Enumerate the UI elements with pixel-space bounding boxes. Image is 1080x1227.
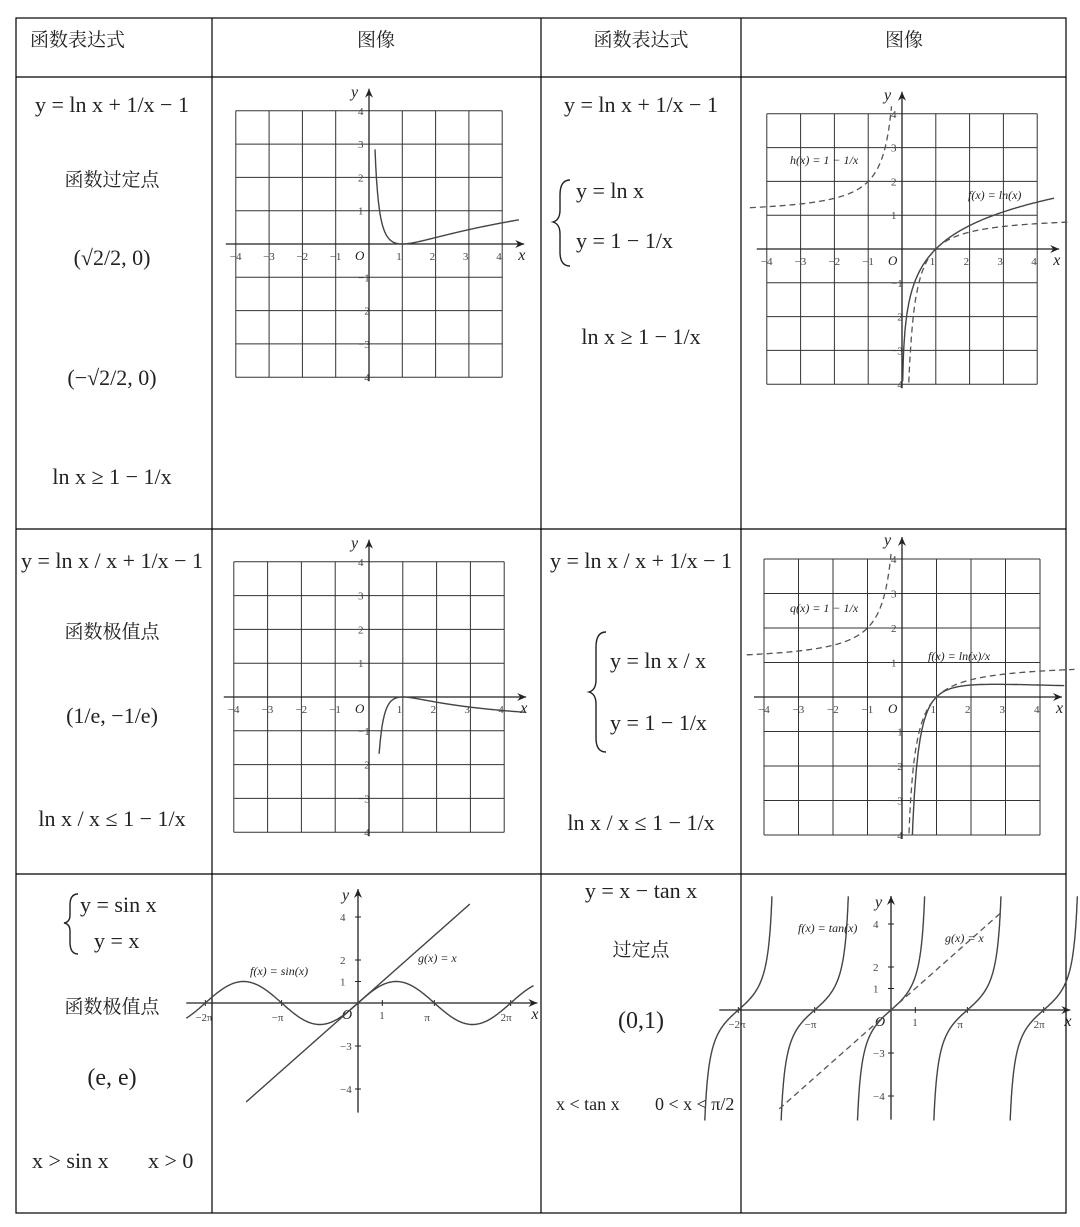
row3-right-inequality-b: 0 < x < π/2 xyxy=(655,1094,735,1114)
x-tick-label: −1 xyxy=(861,704,874,716)
row3-right-inequality-a: x < tan x xyxy=(556,1094,620,1114)
row1-right-formula: y = ln x + 1/x − 1 xyxy=(564,92,718,117)
x-tick-label: −3 xyxy=(794,256,807,268)
y-tick-label: −3 xyxy=(340,1041,352,1053)
row1-left-inequality: ln x ≥ 1 − 1/x xyxy=(52,464,172,489)
row3-left-expr xyxy=(32,892,193,1173)
origin-label: O xyxy=(355,248,365,263)
x-tick-label: −1 xyxy=(329,251,342,263)
x-tick-label: 2 xyxy=(430,704,437,716)
origin-label: O xyxy=(888,253,898,268)
x-tick-label: 3 xyxy=(999,704,1005,716)
y-tick-label: 4 xyxy=(873,919,879,931)
y-tick-label: −2 xyxy=(358,759,370,772)
x-tick-label: 3 xyxy=(464,704,470,716)
y-axis-label: y xyxy=(875,893,883,911)
x-tick-label: 2 xyxy=(429,251,436,263)
x-tick-label: −3 xyxy=(792,704,805,716)
row2-right-formula: y = ln x / x + 1/x − 1 xyxy=(549,548,733,573)
label-f-row3-right: f(x) = tan(x) xyxy=(798,921,858,935)
curve-ln xyxy=(903,198,1054,381)
row1-left-formula: y = ln x + 1/x − 1 xyxy=(35,92,189,117)
y-tick-label: −3 xyxy=(873,1048,885,1060)
y-tick-label: −4 xyxy=(340,1084,352,1096)
row3-left-inequality-a: x > sin x xyxy=(32,1148,109,1173)
label-f-row1: f(x) = ln(x) xyxy=(968,188,1022,202)
row2-right-expr xyxy=(550,548,732,835)
x-tick-label: 1 xyxy=(379,1010,385,1022)
x-axis-label: x xyxy=(1064,1013,1072,1030)
y-tick-label: 3 xyxy=(358,590,364,603)
y-tick-label: −4 xyxy=(873,1091,885,1103)
x-tick-label: 1 xyxy=(912,1017,918,1029)
x-tick-label: −1 xyxy=(862,256,874,268)
row3-right-formula: y = x − tan x xyxy=(584,878,698,903)
y-tick-label: −1 xyxy=(891,726,903,739)
x-tick-label: 2 xyxy=(965,704,971,716)
y-tick-label: 4 xyxy=(358,105,364,118)
y-tick-label: 3 xyxy=(891,588,897,601)
y-axis-label: y xyxy=(342,886,350,904)
x-tick-label: −2 xyxy=(296,251,309,263)
x-tick-label: 4 xyxy=(1034,704,1040,716)
x-tick-label: 1 xyxy=(930,704,936,716)
y-tick-label: −3 xyxy=(358,793,370,806)
x-axis-label: x xyxy=(531,1006,539,1023)
y-tick-label: −4 xyxy=(358,827,370,840)
x-tick-label: −π xyxy=(804,1019,817,1031)
x-tick-label: −4 xyxy=(758,704,770,716)
graph-row1-right xyxy=(750,87,1071,391)
row1-right-system-2: y = 1 − 1/x xyxy=(576,228,673,253)
y-tick-label: 1 xyxy=(891,657,897,670)
x-tick-label: −3 xyxy=(261,704,274,716)
y-tick-label: 1 xyxy=(358,205,364,218)
header-expr-1: 函数表达式 xyxy=(30,29,126,51)
row2-right-system-2: y = 1 − 1/x xyxy=(610,710,707,735)
y-tick-label: −2 xyxy=(358,305,370,318)
x-axis-label: x xyxy=(1056,700,1064,717)
x-axis-label: x xyxy=(1053,252,1061,269)
label-q-row2: q(x) = 1 − 1/x xyxy=(790,601,859,615)
y-tick-label: −2 xyxy=(891,761,903,773)
x-tick-label: −π xyxy=(271,1012,284,1024)
graph-row2-right xyxy=(747,532,1075,842)
row1-right-inequality: ln x ≥ 1 − 1/x xyxy=(581,324,701,349)
x-axis-label: x xyxy=(520,700,528,717)
x-tick-label: π xyxy=(957,1019,963,1031)
y-tick-label: 4 xyxy=(891,554,897,566)
x-tick-label: −2 xyxy=(295,704,308,716)
y-axis-label: y xyxy=(884,532,892,549)
row3-left-system-2: y = x xyxy=(94,928,140,953)
y-tick-label: 2 xyxy=(358,624,364,637)
origin-label: O xyxy=(888,701,898,716)
x-tick-label: 3 xyxy=(997,256,1003,268)
x-tick-label: 1 xyxy=(929,256,936,268)
x-tick-label: −4 xyxy=(227,704,240,716)
graph-row3-left xyxy=(186,887,538,1113)
row2-right-system-1: y = ln x / x xyxy=(610,648,707,673)
row2-left-point: (1/e, −1/e) xyxy=(66,703,158,728)
x-tick-label: 3 xyxy=(462,251,469,263)
row2-left-label: 函数极值点 xyxy=(64,621,160,643)
y-tick-label: 3 xyxy=(891,142,897,155)
row2-right-brace xyxy=(589,632,606,752)
header-graph-1: 图像 xyxy=(356,29,396,51)
row2-right-inequality: ln x / x ≤ 1 − 1/x xyxy=(567,810,715,835)
row3-right-label: 过定点 xyxy=(612,939,670,961)
row3-left-point: (e, e) xyxy=(87,1065,137,1091)
origin-label: O xyxy=(355,701,365,716)
x-tick-label: 2 xyxy=(963,256,970,268)
x-tick-label: 1 xyxy=(396,704,403,716)
row2-left-inequality: ln x / x ≤ 1 − 1/x xyxy=(38,806,186,831)
graph-row1-left xyxy=(226,84,526,384)
x-tick-label: −2 xyxy=(828,256,841,268)
y-tick-label: −4 xyxy=(358,372,370,385)
y-tick-label: −4 xyxy=(891,379,903,392)
row2-left-expr xyxy=(21,548,203,831)
label-f-row3-left: f(x) = sin(x) xyxy=(250,964,309,978)
header-expr-2: 函数表达式 xyxy=(593,29,689,51)
row1-right-brace xyxy=(553,180,570,266)
x-tick-label: −4 xyxy=(760,256,773,268)
y-axis-label: y xyxy=(884,86,892,104)
graph-row2-left xyxy=(224,535,528,839)
row1-right-expr xyxy=(553,92,718,349)
label-f-row2: f(x) = ln(x)/x xyxy=(928,649,991,663)
y-tick-label: −1 xyxy=(891,277,903,290)
x-tick-label: −2π xyxy=(728,1019,746,1031)
y-tick-label: 2 xyxy=(891,176,897,189)
y-tick-label: −2 xyxy=(891,311,903,324)
y-axis-label: y xyxy=(351,534,359,552)
row1-left-label: 函数过定点 xyxy=(64,169,160,191)
x-axis-label: x xyxy=(518,247,526,264)
y-tick-label: 2 xyxy=(873,962,879,974)
origin-label: O xyxy=(342,1008,353,1023)
y-tick-label: −3 xyxy=(891,795,903,808)
y-axis-label: y xyxy=(351,83,359,101)
y-tick-label: 1 xyxy=(340,976,346,989)
table-grid xyxy=(16,18,1066,1213)
curve-lnx-plus-inv xyxy=(375,149,519,244)
x-tick-label: 1 xyxy=(396,251,402,263)
y-tick-label: 1 xyxy=(358,658,364,671)
row1-left-expr xyxy=(35,92,189,489)
row3-left-label: 函数极值点 xyxy=(64,996,160,1018)
y-tick-label: 1 xyxy=(873,983,879,996)
header-graph-2: 图像 xyxy=(884,29,924,51)
label-h-row1: h(x) = 1 − 1/x xyxy=(790,153,859,167)
y-tick-label: −1 xyxy=(358,272,370,285)
y-tick-label: 3 xyxy=(358,139,364,152)
row3-left-inequality-b: x > 0 xyxy=(148,1148,194,1173)
y-tick-label: 2 xyxy=(891,623,897,635)
y-tick-label: −4 xyxy=(891,830,903,842)
row1-left-point-b: (−√2/2, 0) xyxy=(67,365,157,390)
row1-right-system-1: y = ln x xyxy=(576,178,645,203)
x-tick-label: −3 xyxy=(263,251,275,263)
x-tick-label: 4 xyxy=(1031,256,1037,268)
curve-q-pos xyxy=(909,669,1075,833)
row3-left-brace xyxy=(64,894,78,954)
label-g-row3-right: g(x) = x xyxy=(945,931,984,945)
curve-h-pos xyxy=(909,222,1071,383)
x-tick-label: 2π xyxy=(500,1012,512,1024)
row3-left-system-1: y = sin x xyxy=(80,892,157,917)
row3-right-point: (0,1) xyxy=(618,1008,664,1034)
x-tick-label: −4 xyxy=(229,251,242,263)
x-tick-label: −2π xyxy=(195,1012,213,1024)
graph-row3-right xyxy=(705,894,1078,1121)
x-tick-label: 4 xyxy=(496,251,502,263)
x-tick-label: −1 xyxy=(329,704,341,716)
y-tick-label: 2 xyxy=(340,955,346,967)
y-tick-label: −1 xyxy=(358,725,370,738)
x-tick-label: 2π xyxy=(1033,1019,1045,1031)
label-g-row3-left: g(x) = x xyxy=(418,951,457,965)
y-tick-label: 4 xyxy=(340,912,346,924)
x-tick-label: −2 xyxy=(827,704,839,716)
y-tick-label: −3 xyxy=(891,345,903,358)
y-tick-label: 1 xyxy=(891,210,897,223)
x-tick-label: 4 xyxy=(498,704,504,716)
y-tick-label: 4 xyxy=(891,108,897,121)
origin-label: O xyxy=(875,1015,886,1030)
x-tick-label: π xyxy=(424,1012,430,1024)
y-tick-label: 2 xyxy=(358,172,364,185)
y-tick-label: −3 xyxy=(358,338,370,351)
y-tick-label: 4 xyxy=(358,556,364,569)
row2-left-formula: y = ln x / x + 1/x − 1 xyxy=(20,548,204,573)
row1-left-point-a: (√2/2, 0) xyxy=(73,245,151,270)
